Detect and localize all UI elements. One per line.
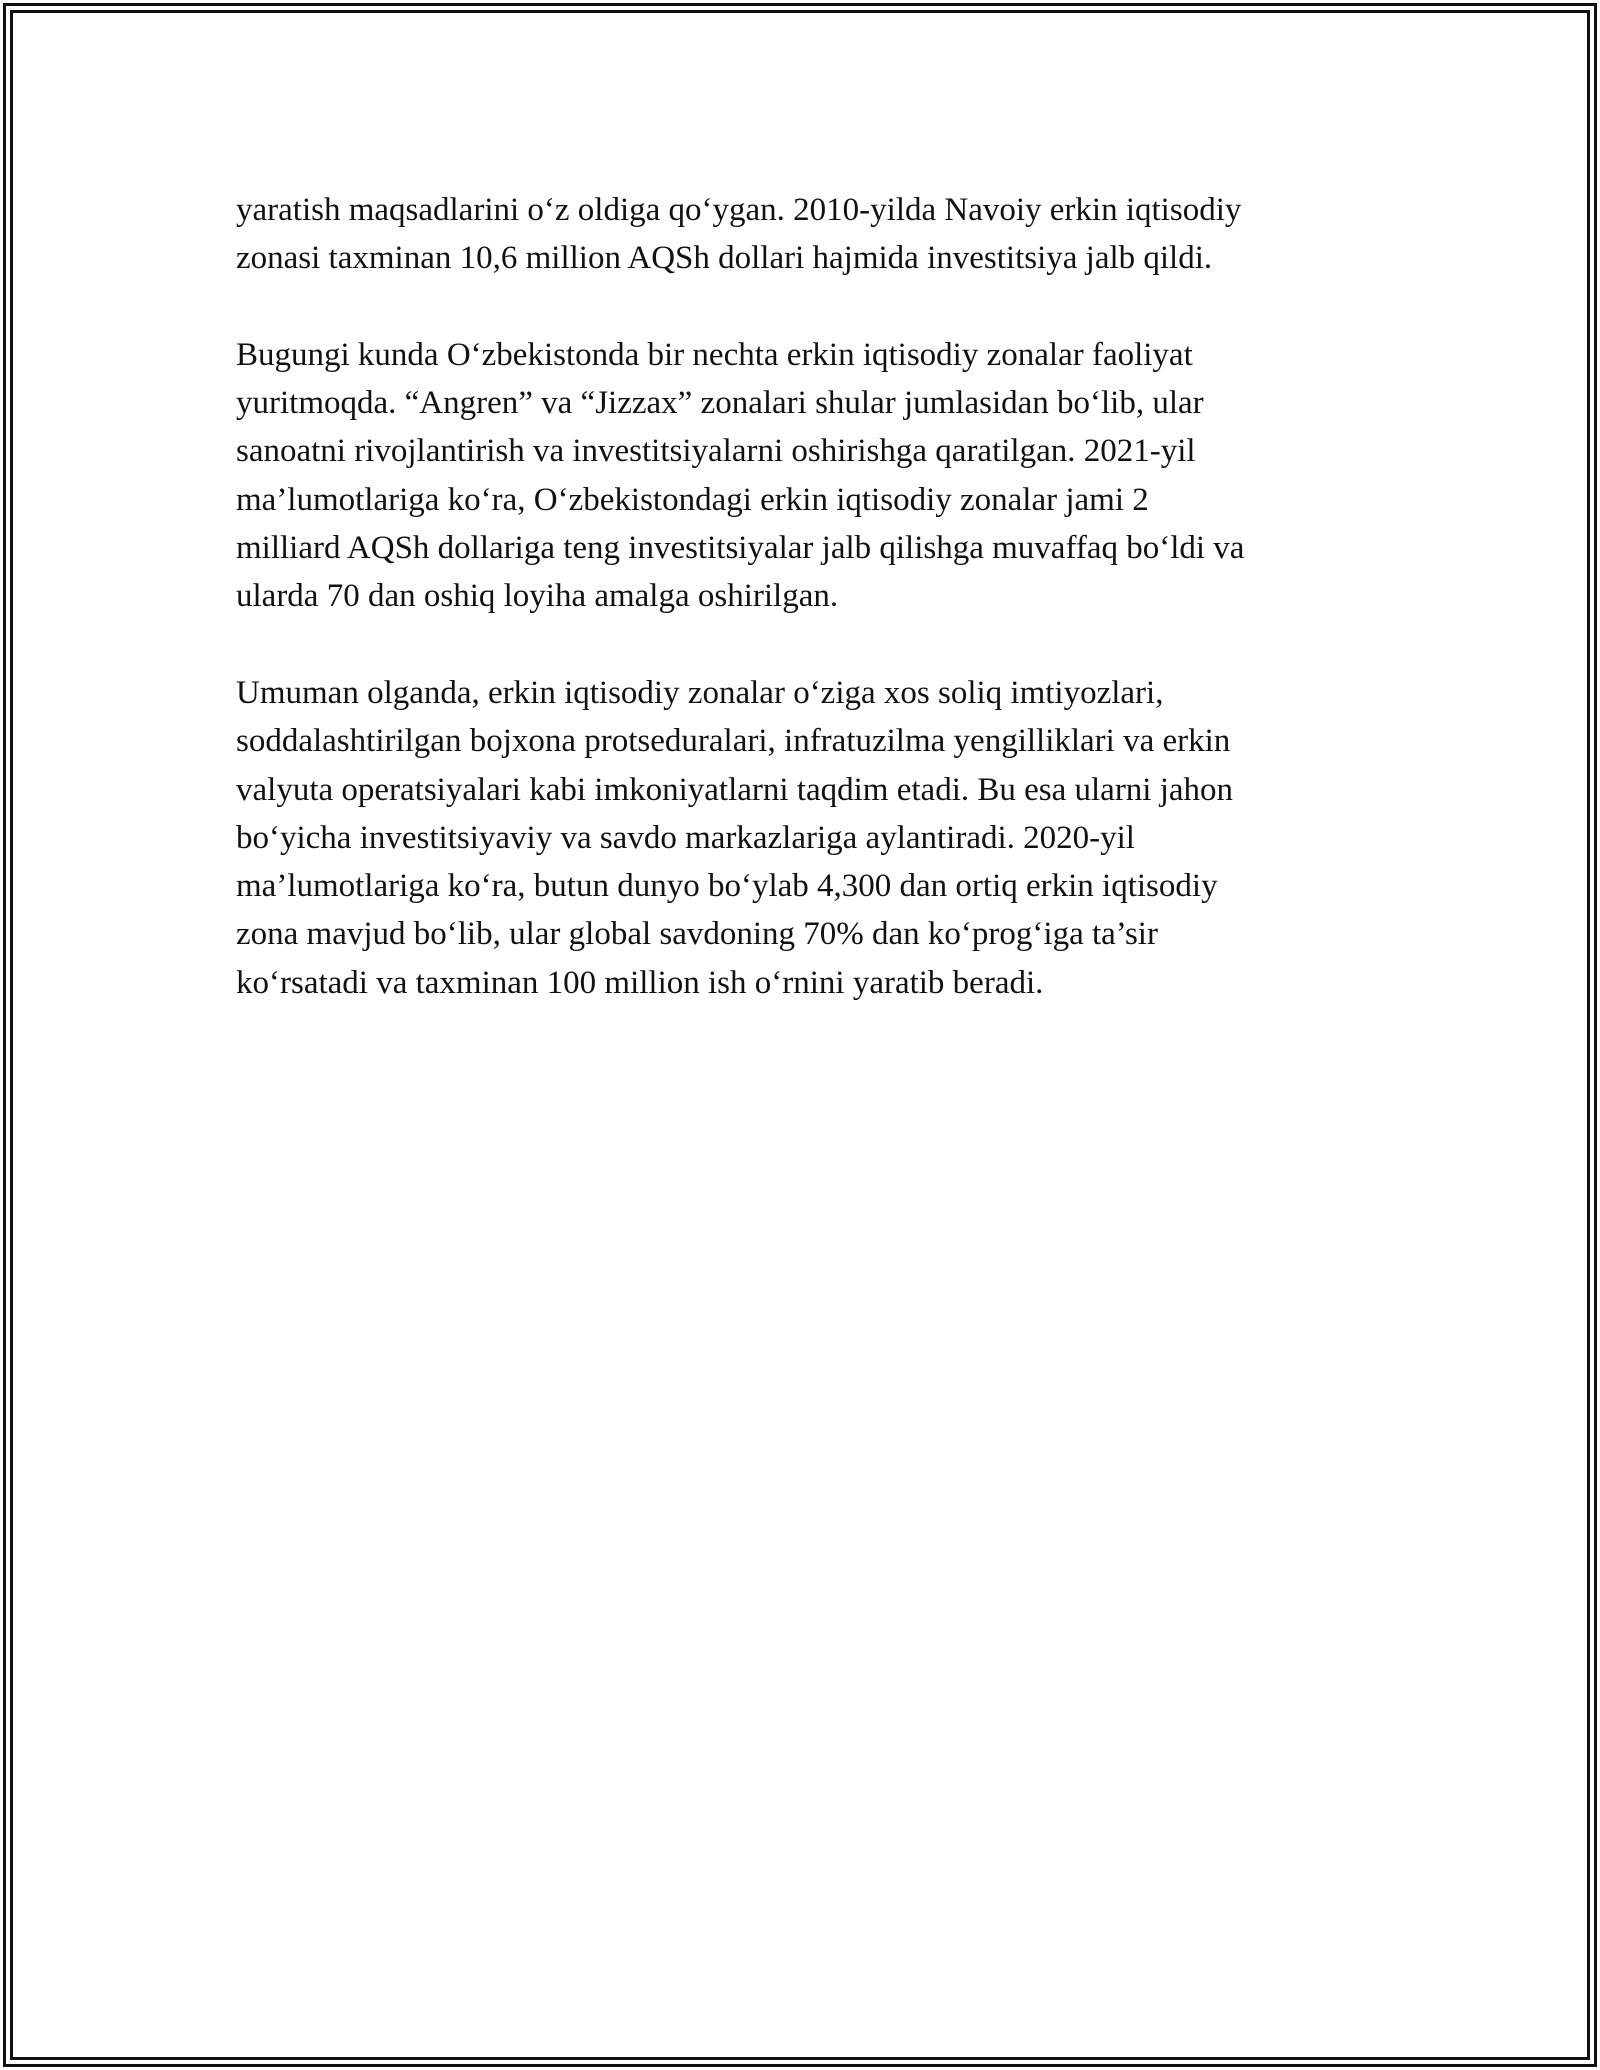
document-body <box>236 186 1376 1007</box>
paragraph-navoiy-investment: yaratish maqsadlarini o‘z oldiga qo‘ygan. 2010-yilda Navoiy erkin iqtisodiy zonasi taxminan 10,6 million AQSh dollari hajmida investitsiya jalb qildi. <box>236 192 1242 277</box>
paragraph-uzbekistan-zones: Bugungi kunda O‘zbekistonda bir nechta erkin iqtisodiy zonalar faoliyat yuritmoqda. “Angren” va “Jizzax” zonalari shular jumlasidan bo‘lib, ular sanoatni rivojlantirish va investitsiyalarni oshirishga qaratilgan. 2021-yil ma’lumotlariga ko‘ra, O‘zbekistondagi erkin iqtisodiy zonalar jami 2 milliard AQSh dollariga teng investitsiyalar jalb qilishga muvaffaq bo‘ldi va ularda 70 dan oshiq loyiha amalga oshirilgan. <box>236 336 1245 615</box>
paragraph-global-zones: Umuman olganda, erkin iqtisodiy zonalar o‘ziga xos soliq imtiyozlari, soddalashtirilgan bojxona protseduralari, infratuzilma yengilliklari va erkin valyuta operatsiyalari kabi imkoniyatlarni taqdim etadi. Bu esa ularni jahon bo‘yicha investitsiyaviy va savdo markazlariga aylantiradi. 2020-yil ma’lumotlariga ko‘ra, butun dunyo bo‘ylab 4,300 dan ortiq erkin iqtisodiy zona mavjud bo‘lib, ular global savdoning 70% dan ko‘prog‘iga ta’sir ko‘rsatadi va taxminan 100 million ish o‘rnini yaratib beradi. <box>236 674 1234 1001</box>
